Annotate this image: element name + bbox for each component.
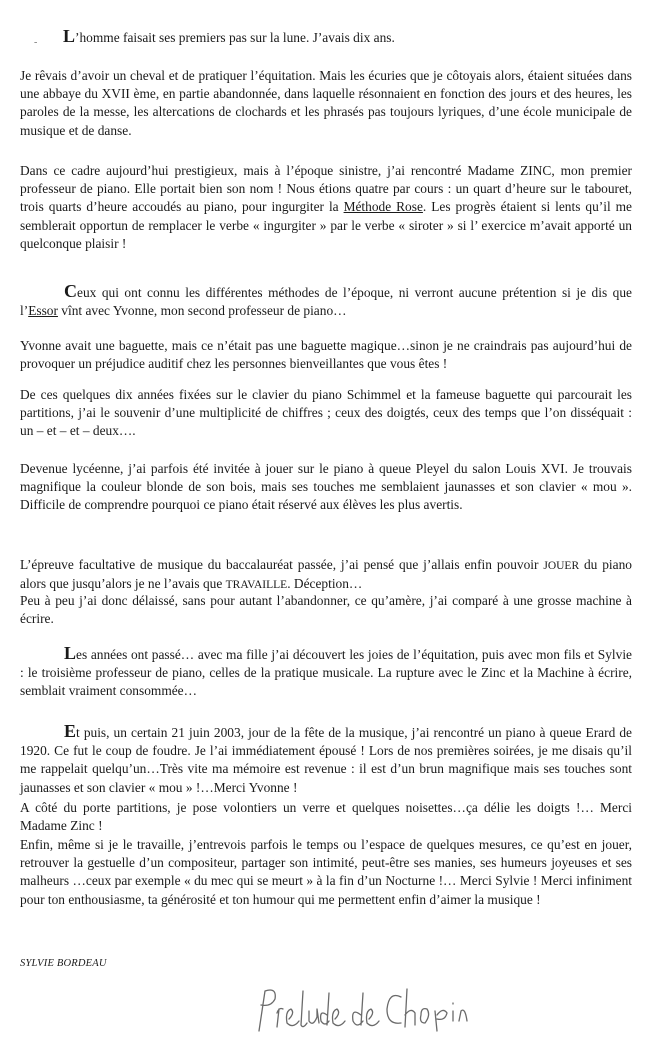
jouer-smallcaps: JOUER	[543, 560, 580, 572]
paragraph-10: Les années ont passé… avec ma fille j’ai découvert les joies de l’équitation, puis avec mon fils et Sylvie : le troisième professeur de piano, celles de la pratique musicale. La rupture avec le Zinc et la Machine à écrire, semblait vraiment consommée…	[20, 643, 632, 699]
essor-underlined: Essor	[28, 303, 58, 319]
paragraph-5: Yvonne avait une baguette, mais ce n’était pas une baguette magique…sinon je ne craindrais pas aujourd’hui de provoquer un préjudice auditif chez les personnes bienveillantes que vous êtes !	[20, 338, 632, 372]
handwritten-signature	[255, 985, 470, 1033]
drop-cap: E	[64, 721, 77, 741]
paragraph-8: L’épreuve facultative de musique du baccalauréat passée, j’ai pensé que j’allais enfin pouvoir JOUER du piano alors que jusqu’alors je ne l’avais que TRAVAILLE. Déception…	[20, 557, 632, 592]
paragraph-12: A côté du porte partitions, je pose volontiers un verre et quelques noisettes…ça délie les doigts !… Merci Madame Zinc !	[20, 800, 632, 834]
paragraph-6: De ces quelques dix années fixées sur le clavier du piano Schimmel et la fameuse baguette qui parcourait les partitions, j’ai le souvenir d’une multiplicité de chiffres ; ceux des doigtés, ceux des temps que l’on disséquait : un – et – et – deux….	[20, 387, 632, 439]
drop-cap: C	[64, 281, 77, 301]
paragraph-9: Peu à peu j’ai donc délaissé, sans pour autant l’abandonner, ce qu’amère, j’ai comparé à une grosse machine à écrire.	[20, 593, 632, 627]
paragraph-7: Devenue lycéenne, j’ai parfois été invitée à jouer sur le piano à queue Pleyel du salon Louis XVI. Je trouvais magnifique la couleur blonde de son bois, mais ses touches me semblaient jaunasses et son clavier « mou ». Difficile de comprendre pourquoi ce piano était réservé aux élèves les plus avertis.	[20, 461, 632, 513]
travaille-smallcaps: TRAVAILLE	[225, 579, 288, 592]
paragraph-13: Enfin, même si je le travaille, j’entrevois parfois le temps ou l’espace de quelques mesures, ce qu’est en jouer, retrouver la gestuelle d’un compositeur, partager son intimité, peut-être ses manies, ses humeurs joyeuses et ses malheurs …ceux par exemple « du mec qui se meurt » à la fin d’un Nocturne !… Merci Sylvie ! Merci infiniment pour ton enthousiasme, ta générosité et ton humour qui me permettent enfin d’aimer la musique !	[20, 837, 632, 907]
paragraph-11: Et puis, un certain 21 juin 2003, jour de la fête de la musique, j’ai rencontré un piano à queue Erard de 1920. Ce fut le coup de foudre. Je l’ai immédiatement épousé ! Lors de nos premières soirées, je me disais qu’il me rappelait quelqu’un…Très vite ma mémoire est revenue : il est d’un brun magnifique mais ses touches sont jaunasses et son clavier « mou » !…Merci Yvonne !	[20, 721, 632, 795]
drop-cap: L	[64, 643, 77, 663]
paragraph-3: Dans ce cadre aujourd’hui prestigieux, mais à l’époque sinistre, j’ai rencontré Madame ZINC, mon premier professeur de piano. Elle portait bien son nom ! Nous étions quatre par cours : un quart d’heure sur le tabouret, trois quarts d’heure accoudés au piano, pour ingurgiter la Méthode Rose. Les progrès étaient si lents qu’il me semblerait opportun de remplacer le verbe « ingurgiter » par le verbe « siroter » si l’ exercice m’avait apporté un quelconque plaisir !	[20, 163, 632, 251]
methode-rose-underlined: Méthode Rose	[343, 199, 423, 215]
drop-cap: L	[63, 26, 76, 46]
scan-mark: -	[34, 37, 38, 48]
author-name: SYLVIE BORDEAU	[20, 958, 107, 969]
paragraph-4: Ceux qui ont connu les différentes méthodes de l’époque, ni verront aucune prétention si je dis que l’Essor vînt avec Yvonne, mon second professeur de piano…	[20, 281, 632, 319]
paragraph-1: L’homme faisait ses premiers pas sur la lune. J’avais dix ans.	[63, 26, 395, 46]
paragraph-2: Je rêvais d’avoir un cheval et de pratiquer l’équitation. Mais les écuries que je côtoyais alors, étaient situées dans une abbaye du XVII ème, en partie abandonnée, dans laquelle résonnaient en fonction des jours et des heures, les paroles de la messe, les altercations de clochards et les phrasés pas toujours lyriques, d’une école municipale de musique et de danse.	[20, 68, 632, 138]
